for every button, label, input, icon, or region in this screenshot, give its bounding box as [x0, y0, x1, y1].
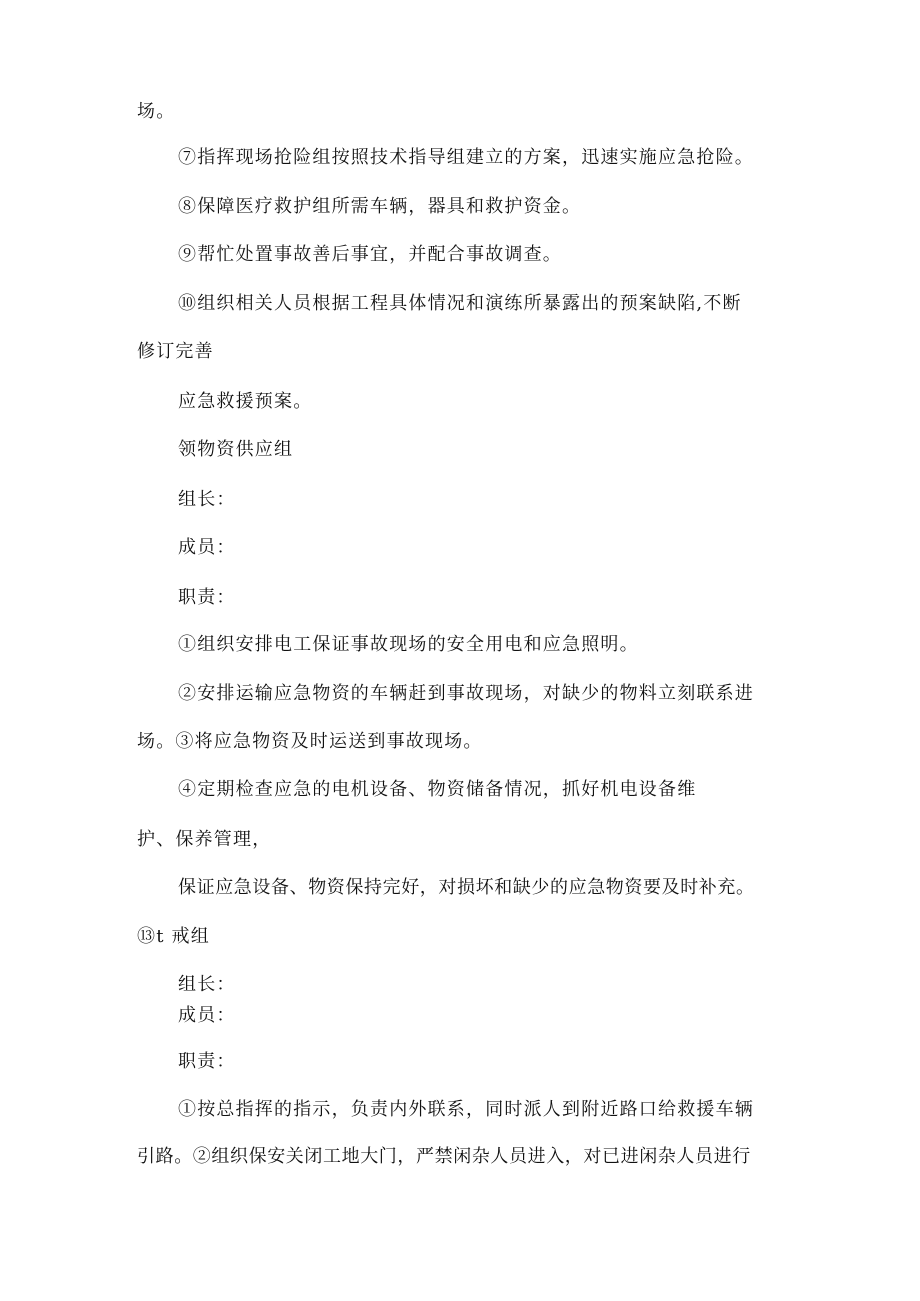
field-label-duties: 职责： [178, 1051, 236, 1072]
text-line: ⑧保障医疗救护组所需车辆，器具和救护资金。 [178, 196, 582, 217]
text-line: ①组织安排电工保证事故现场的安全用电和应急照明。 [178, 634, 639, 655]
text-line: ⑦指挥现场抢险组按照技术指导组建立的方案，迅速实施应急抢险。 [178, 147, 754, 168]
field-label-leader: 组长： [178, 489, 236, 510]
text-line: 场。③将应急物资及时运送到事故现场。 [137, 731, 483, 752]
section-heading: 领物资供应组 [178, 439, 294, 460]
field-label-members: 成员： [178, 1005, 236, 1026]
text-line: 护、保养管理， [137, 829, 272, 850]
text-line: ①按总指挥的指示，负责内外联系，同时派人到附近路口给救援车辆 [178, 1099, 754, 1120]
text-line: ②安排运输应急物资的车辆赶到事故现场，对缺少的物料立刻联系进 [178, 683, 754, 704]
field-label-members: 成员： [178, 537, 236, 558]
field-label-leader: 组长： [178, 974, 236, 995]
text-line: 引路。②组织保安关闭工地大门，严禁闲杂人员进入，对已进闲杂人员进行 [137, 1146, 751, 1167]
text-line: 应急救援预案。 [178, 391, 313, 412]
field-label-duties: 职责： [178, 587, 236, 608]
text-line: ④定期检查应急的电机设备、物资储备情况，抓好机电设备维 [178, 779, 697, 800]
text-line: 保证应急设备、物资保持完好，对损坏和缺少的应急物资要及时补充。 [178, 877, 755, 898]
text-line: 修订完善 [137, 341, 214, 362]
text-line: ⑩组织相关人员根据工程具体情况和演练所暴露出的预案缺陷,不断 [178, 293, 742, 314]
text-line: 场。 [137, 101, 176, 122]
section-heading: ⑬t 戒组 [137, 926, 210, 947]
text-line: ⑨帮忙处置事故善后事宜，并配合事故调查。 [178, 244, 562, 265]
